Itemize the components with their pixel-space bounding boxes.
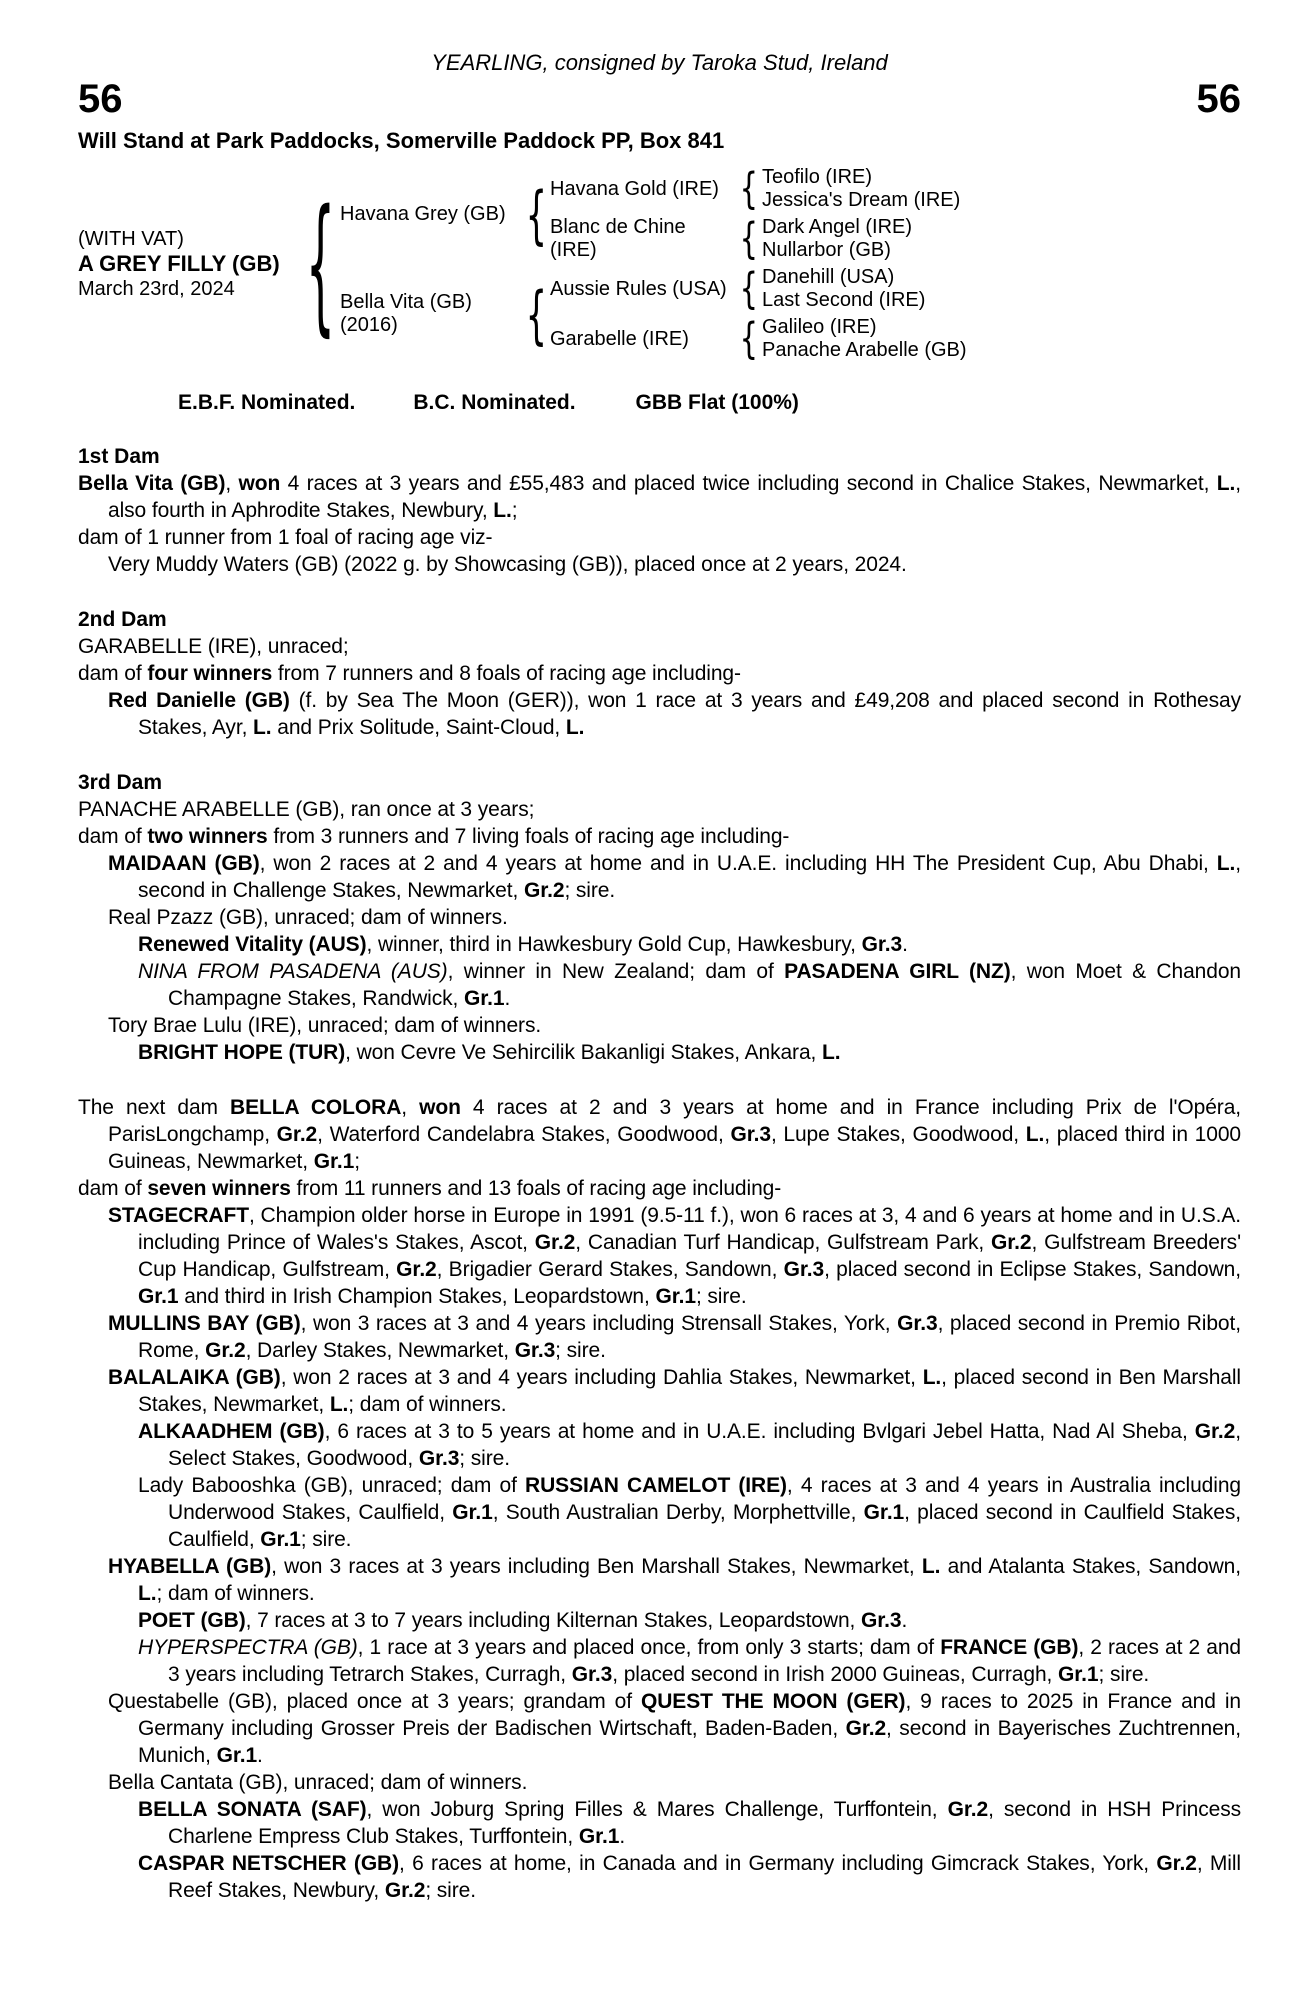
text-run: , 6 races at 3 to 5 years at home and in U.A.E. including Bvlgari Jebel Hatta, Nad Al Sheba, bbox=[324, 1420, 1195, 1443]
grandparents-column bbox=[550, 164, 960, 264]
greatgrandparent-name: Last Second (IRE) bbox=[762, 289, 926, 311]
text-run: , second in Bayerisches Zuchtrennen, Munich, bbox=[138, 1717, 1241, 1767]
text-run: MULLINS BAY (GB) bbox=[108, 1312, 301, 1335]
text-run: Gr.2 bbox=[276, 1123, 318, 1146]
text-run: , Waterford Candelabra Stakes, Goodwood, bbox=[317, 1123, 731, 1146]
text-run: PANACHE ARABELLE (GB), ran once at 3 years; bbox=[78, 798, 535, 821]
lot-number-left: 56 bbox=[78, 77, 123, 121]
text-run: , also fourth in Aphrodite Stakes, Newbury, bbox=[108, 472, 1241, 522]
pedigree-paragraph bbox=[78, 1850, 1241, 1904]
text-run: L. bbox=[329, 1393, 349, 1416]
brace-glyph bbox=[736, 269, 762, 309]
text-run: . bbox=[901, 1609, 908, 1632]
gbb-flat-badge: GBB Flat (100%) bbox=[635, 391, 799, 414]
text-run: Renewed Vitality (AUS) bbox=[138, 933, 367, 956]
pedigree-paragraph bbox=[78, 470, 1241, 524]
text-run: L. bbox=[921, 1555, 941, 1578]
text-run: , won 2 races at 3 and 4 years including Dahlia Stakes, Newmarket, bbox=[280, 1366, 923, 1389]
horse-name: Bella Vita (GB) bbox=[340, 291, 472, 313]
text-run: , winner in New Zealand; dam of bbox=[447, 960, 785, 983]
pedigree-paragraph bbox=[78, 687, 1241, 741]
text-run: Questabelle (GB), placed once at 3 years; grandam of bbox=[108, 1690, 641, 1713]
text-run: Gr.1 bbox=[216, 1744, 258, 1767]
text-run: Lady Babooshka (GB), unraced; dam of bbox=[138, 1474, 526, 1497]
text-run: . bbox=[902, 933, 908, 956]
text-run: , Lupe Stakes, Goodwood, bbox=[770, 1123, 1026, 1146]
greatgrandparents-column bbox=[762, 166, 960, 212]
text-run: two winners bbox=[147, 825, 268, 848]
text-run: , 4 races at 3 and 4 years in Australia including Underwood Stakes, Caulfield, bbox=[168, 1474, 1241, 1524]
pedigree-paragraph bbox=[78, 1634, 1241, 1688]
text-run: , Darley Stakes, Newmarket, bbox=[245, 1339, 515, 1362]
text-run: 4 races at 2 and 3 years at home and in France including Prix de l'Opéra, ParisLongchamp, bbox=[108, 1096, 1242, 1146]
text-run: BELLA COLORA bbox=[230, 1096, 402, 1119]
text-run: , 7 races at 3 to 7 years including Kilternan Stakes, Leopardstown, bbox=[245, 1609, 861, 1632]
horse-name-suffix: (2016) bbox=[340, 314, 398, 336]
text-run: Bella Vita (GB) bbox=[78, 472, 226, 495]
text-run: and Atalanta Stakes, Sandown, bbox=[940, 1555, 1241, 1578]
text-run: , second in HSH Princess Charlene Empress Club Stakes, Turffontein, bbox=[168, 1798, 1242, 1848]
text-run: Gr.2 bbox=[947, 1798, 989, 1821]
greatgrandparent-name: Galileo (IRE) bbox=[762, 316, 877, 338]
text-run: PASADENA GIRL (NZ) bbox=[784, 960, 1011, 983]
text-run: Gr.2 bbox=[384, 1879, 426, 1902]
text-run: , won 3 races at 3 years including Ben Marshall Stakes, Newmarket, bbox=[271, 1555, 922, 1578]
text-run: ; sire. bbox=[555, 1339, 606, 1362]
dam-section bbox=[78, 606, 1241, 741]
grandparent-block bbox=[550, 266, 967, 312]
text-run: won bbox=[238, 472, 281, 495]
text-run: Gr.3 bbox=[783, 1258, 825, 1281]
text-run: dam of bbox=[78, 662, 148, 685]
pedigree-paragraph bbox=[78, 931, 1241, 958]
pedigree-paragraph bbox=[78, 660, 1241, 687]
brace-glyph bbox=[736, 169, 762, 209]
text-run: Gr.3 bbox=[897, 1312, 938, 1335]
text-run: ; sire. bbox=[459, 1447, 510, 1470]
text-run: ; sire. bbox=[300, 1528, 352, 1551]
text-run: , won 3 races at 3 and 4 years including Strensall Stakes, York, bbox=[300, 1312, 898, 1335]
dam-block bbox=[340, 264, 967, 364]
text-run: Gr.1 bbox=[1058, 1663, 1099, 1686]
pedigree-paragraph bbox=[78, 823, 1241, 850]
text-run: L. bbox=[253, 716, 272, 739]
greatgrandparent-name: Dark Angel (IRE) bbox=[762, 216, 913, 238]
text-run: , 2 races at 2 and 3 years including Tetrarch Stakes, Curragh, bbox=[168, 1636, 1241, 1686]
text-run: , Canadian Turf Handicap, Gulfstream Park, bbox=[575, 1231, 992, 1254]
pedigree-paragraph bbox=[78, 1364, 1241, 1418]
text-run: . bbox=[504, 987, 511, 1010]
pedigree-paragraph bbox=[78, 1039, 1241, 1066]
pedigree-paragraph bbox=[78, 1472, 1241, 1553]
text-run: , won 2 races at 2 and 4 years at home and in U.A.E. including HH The President Cup, Abu Dhabi, bbox=[259, 852, 1217, 875]
dam-name bbox=[340, 291, 522, 337]
pedigree-paragraph bbox=[78, 1553, 1241, 1607]
text-run: , bbox=[401, 1096, 420, 1119]
foal-date: March 23rd, 2024 bbox=[78, 278, 235, 300]
text-run: Gr.1 bbox=[464, 987, 505, 1010]
text-run: Tory Brae Lulu (IRE), unraced; dam of winners. bbox=[108, 1014, 542, 1037]
brace-glyph bbox=[736, 219, 762, 259]
text-run: seven winners bbox=[147, 1177, 291, 1200]
bc-nomination: B.C. Nominated. bbox=[413, 391, 576, 414]
text-run: . bbox=[257, 1744, 263, 1767]
greatgrandparents-column bbox=[762, 316, 967, 362]
greatgrandparents-column bbox=[762, 216, 912, 262]
text-run: L. bbox=[822, 1041, 841, 1064]
pedigree-paragraph bbox=[78, 904, 1241, 931]
text-run: ; sire. bbox=[425, 1879, 476, 1902]
brace-glyph bbox=[736, 319, 762, 359]
text-run: , won Joburg Spring Filles & Mares Challenge, Turffontein, bbox=[366, 1798, 948, 1821]
pedigree-paragraph bbox=[78, 958, 1241, 1012]
text-run: dam of 1 runner from 1 foal of racing age viz- bbox=[78, 526, 493, 549]
text-run: , 9 races to 2025 in France and in Germany including Grosser Preis der Badischen Wirtschaft, Baden-Baden, bbox=[138, 1690, 1241, 1740]
parents-column bbox=[340, 164, 967, 364]
lot-number-row bbox=[78, 78, 1241, 120]
text-run: L. bbox=[138, 1582, 157, 1605]
ebf-nomination: E.B.F. Nominated. bbox=[178, 391, 356, 414]
text-run: STAGECRAFT bbox=[108, 1204, 249, 1227]
text-run: ; dam of winners. bbox=[156, 1582, 315, 1605]
text-run: , placed second in Irish 2000 Guineas, Curragh, bbox=[612, 1663, 1059, 1686]
text-run: , South Australian Derby, Morphettville, bbox=[492, 1501, 864, 1524]
grandparents-column bbox=[550, 264, 967, 364]
text-run: Gr.2 bbox=[534, 1231, 576, 1254]
text-run: ; sire. bbox=[564, 879, 616, 902]
text-run: from 11 runners and 13 foals of racing age including- bbox=[290, 1177, 782, 1200]
greatgrandparent-name: Jessica's Dream (IRE) bbox=[762, 189, 961, 211]
text-run: L. bbox=[565, 716, 585, 739]
text-run: RUSSIAN CAMELOT (IRE) bbox=[525, 1474, 787, 1497]
text-run: Gr.3 bbox=[861, 1609, 902, 1632]
text-run: 4 races at 3 years and £55,483 and placed twice including second in Chalice Stakes, Newmarket, bbox=[280, 472, 1217, 495]
grandparent-block bbox=[550, 166, 960, 212]
text-run: BELLA SONATA (SAF) bbox=[138, 1798, 367, 1821]
brace-glyph bbox=[522, 290, 550, 339]
text-run: Red Danielle (GB) bbox=[108, 689, 290, 712]
text-run: , won Moet & Chandon Champagne Stakes, Randwick, bbox=[168, 960, 1241, 1010]
text-run: , Mill Reef Stakes, Newbury, bbox=[168, 1852, 1241, 1902]
horse-name: Havana Grey (GB) bbox=[340, 202, 506, 225]
text-run: POET (GB) bbox=[138, 1609, 246, 1632]
greatgrandparent-name: Teofilo (IRE) bbox=[762, 166, 873, 188]
text-run: , placed second in Caulfield Stakes, Caulfield, bbox=[168, 1501, 1241, 1551]
text-run: won bbox=[419, 1096, 461, 1119]
text-run: Real Pzazz (GB), unraced; dam of winners. bbox=[108, 906, 508, 929]
text-run: , second in Challenge Stakes, Newmarket, bbox=[138, 852, 1242, 902]
text-run: Gr.1 bbox=[863, 1501, 905, 1524]
text-run: and Prix Solitude, Saint-Cloud, bbox=[271, 716, 566, 739]
text-run: , 6 races at home, in Canada and in Germany including Gimcrack Stakes, York, bbox=[399, 1852, 1157, 1875]
pedigree-paragraph bbox=[78, 796, 1241, 823]
text-run: HYABELLA (GB) bbox=[108, 1555, 272, 1578]
text-run: GARABELLE (IRE), unraced; bbox=[78, 635, 349, 658]
text-run: Gr.3 bbox=[730, 1123, 771, 1146]
pedigree-paragraph bbox=[78, 1769, 1241, 1796]
text-run: Gr.2 bbox=[991, 1231, 1032, 1254]
text-run: from 7 runners and 8 foals of racing age including- bbox=[272, 662, 741, 685]
lot-number-right: 56 bbox=[1196, 77, 1241, 121]
dam-section bbox=[78, 1094, 1241, 1904]
consignment-line: YEARLING, consigned by Taroka Stud, Ireland bbox=[431, 50, 888, 75]
text-run: Gr.1 bbox=[578, 1825, 620, 1848]
text-run: BALALAIKA (GB) bbox=[108, 1366, 281, 1389]
text-run: Gr.3 bbox=[571, 1663, 613, 1686]
text-run: . bbox=[619, 1825, 626, 1848]
text-run: Gr.3 bbox=[861, 933, 903, 956]
pedigree-paragraph bbox=[78, 633, 1241, 660]
text-run: Gr.2 bbox=[523, 879, 565, 902]
text-run: Gr.1 bbox=[452, 1501, 493, 1524]
text-run: NINA FROM PASADENA (AUS) bbox=[138, 960, 448, 983]
greatgrandparent-name: Panache Arabelle (GB) bbox=[762, 339, 967, 361]
text-run: Gr.2 bbox=[205, 1339, 246, 1362]
greatgrandparent-name: Danehill (USA) bbox=[762, 266, 895, 288]
text-run: BRIGHT HOPE (TUR) bbox=[138, 1041, 346, 1064]
vat-note: (WITH VAT) bbox=[78, 228, 184, 250]
text-run: , placed second in Ben Marshall Stakes, Newmarket, bbox=[138, 1366, 1241, 1416]
text-run: Gr.1 bbox=[260, 1528, 301, 1551]
text-run: and third in Irish Champion Stakes, Leopardstown, bbox=[178, 1285, 656, 1308]
grandparent-name: Havana Gold (IRE) bbox=[550, 177, 719, 200]
grandparent-block bbox=[550, 216, 960, 262]
pedigree-paragraph bbox=[78, 1796, 1241, 1850]
text-run: Gr.2 bbox=[845, 1717, 887, 1740]
text-run: The next dam bbox=[78, 1096, 231, 1119]
subject-block bbox=[78, 227, 300, 301]
pedigree-paragraph bbox=[78, 850, 1241, 904]
text-run: , placed second in Eclipse Stakes, Sandown, bbox=[824, 1258, 1241, 1281]
text-run: Gr.3 bbox=[514, 1339, 556, 1362]
text-run: , Brigadier Gerard Stakes, Sandown, bbox=[436, 1258, 784, 1281]
text-run: ; bbox=[511, 499, 518, 522]
text-run: ALKAADHEM (GB) bbox=[138, 1420, 325, 1443]
pedigree-paragraph bbox=[78, 1688, 1241, 1769]
text-run: , placed second in Premio Ribot, Rome, bbox=[138, 1312, 1241, 1362]
dam-section-heading: 2nd Dam bbox=[78, 608, 167, 631]
text-run: (f. by Sea The Moon (GER)), won 1 race at 3 years and £49,208 and placed second in Rothesay Stakes, Ayr, bbox=[138, 689, 1241, 739]
text-run: MAIDAAN (GB) bbox=[108, 852, 260, 875]
text-run: Gr.1 bbox=[313, 1150, 355, 1173]
text-run: , Select Stakes, Goodwood, bbox=[168, 1420, 1241, 1470]
text-run: Gr.1 bbox=[655, 1285, 696, 1308]
text-run: , Gulfstream Breeders' Cup Handicap, Gulfstream, bbox=[138, 1231, 1241, 1281]
text-run: HYPERSPECTRA (GB) bbox=[138, 1636, 358, 1659]
pedigree-paragraph bbox=[78, 1202, 1241, 1310]
grandparent-name: Blanc de Chine (IRE) bbox=[550, 216, 686, 261]
grandparent-name: Aussie Rules (USA) bbox=[550, 277, 727, 300]
nominations-row bbox=[78, 390, 1241, 415]
pedigree-paragraph bbox=[78, 1012, 1241, 1039]
grandparent-name: Garabelle (IRE) bbox=[550, 327, 689, 350]
text-run: CASPAR NETSCHER (GB) bbox=[138, 1852, 400, 1875]
text-run: , placed third in 1000 Guineas, Newmarket, bbox=[108, 1123, 1241, 1173]
text-run: four winners bbox=[147, 662, 273, 685]
pedigree-paragraph bbox=[78, 524, 1241, 551]
dam-section bbox=[78, 443, 1241, 578]
text-run: , 1 race at 3 years and placed once, from only 3 starts; dam of bbox=[357, 1636, 941, 1659]
pedigree-paragraph bbox=[78, 1094, 1241, 1175]
text-run: dam of bbox=[78, 1177, 148, 1200]
text-run: L. bbox=[1216, 852, 1236, 875]
text-run: Very Muddy Waters (GB) (2022 g. by Showcasing (GB)), placed once at 2 years, 2024. bbox=[108, 553, 907, 576]
text-run: Gr.3 bbox=[418, 1447, 460, 1470]
text-run: from 3 runners and 7 living foals of racing age including- bbox=[267, 825, 790, 848]
pedigree-paragraph bbox=[78, 1310, 1241, 1364]
text-run: FRANCE (GB) bbox=[940, 1636, 1079, 1659]
sire-block bbox=[340, 164, 967, 264]
pedigree-paragraph bbox=[78, 1175, 1241, 1202]
text-run: ; bbox=[354, 1150, 360, 1173]
greatgrandparents-column bbox=[762, 266, 925, 312]
sire-name bbox=[340, 203, 522, 226]
text-run: L. bbox=[922, 1366, 942, 1389]
text-run: Bella Cantata (GB), unraced; dam of winners. bbox=[108, 1771, 528, 1794]
greatgrandparent-name: Nullarbor (GB) bbox=[762, 239, 891, 261]
text-run: ; sire. bbox=[695, 1285, 747, 1308]
grandparent-block bbox=[550, 316, 967, 362]
text-run: QUEST THE MOON (GER) bbox=[640, 1690, 906, 1713]
text-run: , Champion older horse in Europe in 1991 (9.5-11 f.), won 6 races at 3, 4 and 6 years at home and in U.S.A. including Prince of Wales's Stakes, Ascot, bbox=[138, 1204, 1241, 1254]
text-run: L. bbox=[1025, 1123, 1045, 1146]
text-run: dam of bbox=[78, 825, 148, 848]
text-run: ; dam of winners. bbox=[348, 1393, 507, 1416]
dam-section-heading: 3rd Dam bbox=[78, 771, 163, 794]
text-run: , won Cevre Ve Sehircilik Bakanligi Stakes, Ankara, bbox=[345, 1041, 822, 1064]
pedigree-paragraph bbox=[78, 1607, 1241, 1634]
pedigree-paragraph bbox=[78, 1418, 1241, 1472]
brace-glyph bbox=[522, 190, 550, 239]
stand-location-line: Will Stand at Park Paddocks, Somerville Paddock PP, Box 841 bbox=[78, 128, 725, 153]
brace-glyph bbox=[300, 230, 340, 298]
text-run: Gr.2 bbox=[1156, 1852, 1197, 1875]
text-run: Gr.2 bbox=[396, 1258, 437, 1281]
dam-sections-container bbox=[78, 443, 1241, 1904]
text-run: Gr.2 bbox=[1194, 1420, 1236, 1443]
dam-section bbox=[78, 769, 1241, 1066]
text-run: , winner, third in Hawkesbury Gold Cup, Hawkesbury, bbox=[366, 933, 862, 956]
pedigree-tree bbox=[78, 162, 1241, 366]
text-run: Gr.1 bbox=[138, 1285, 179, 1308]
pedigree-paragraph bbox=[78, 551, 1241, 578]
text-run: L. bbox=[493, 499, 512, 522]
text-run: ; sire. bbox=[1098, 1663, 1150, 1686]
subject-name: A GREY FILLY (GB) bbox=[78, 251, 280, 276]
text-run: , bbox=[225, 472, 239, 495]
dam-section-heading: 1st Dam bbox=[78, 445, 160, 468]
text-run: L. bbox=[1216, 472, 1236, 495]
